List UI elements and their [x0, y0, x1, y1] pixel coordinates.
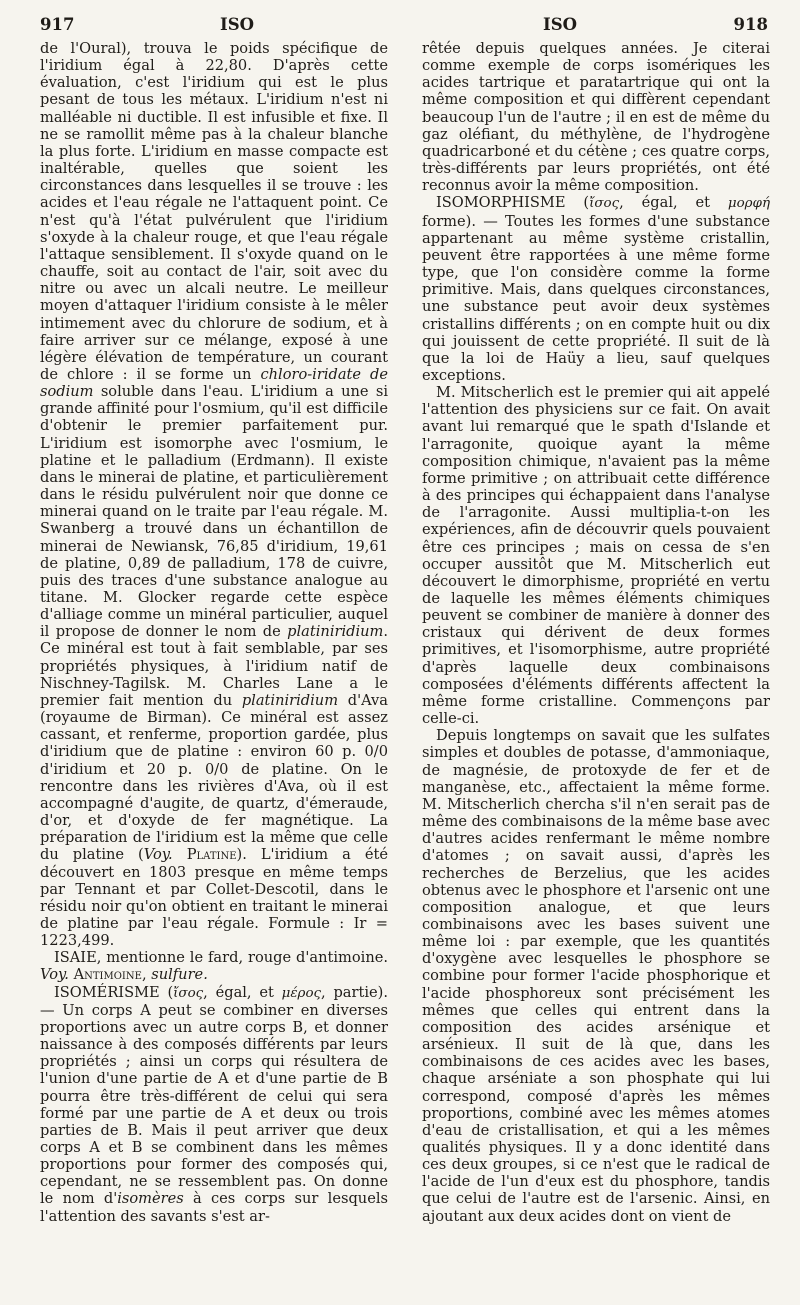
right-column	[422, 40, 770, 1225]
iridium-text-part: soluble dans l'eau. L'iridium a une si grande affinité pour l'osmium, qu'il est difficile d'obtenir le premier parfaitement pur. L'iridium est isomorphe avec l'osmium, le platine et le palladium (Erdmann). Il existe dans le minerai de platine, et particulièrement dans le résidu pulvérulent noir que donne ce minerai quand on le traite par l'eau régale. M. Swanberg a trouvé dans un échantillon de minerai de Newiansk, 76,85 d'iridium, 19,61 de platine, 0,89 de palladium, 178 de cuivre, puis des traces d'une substance analogue au titane. M. Glocker regarde cette espèce d'alliage comme un minéral particulier, auquel il propose de donner le nom de	[40, 383, 388, 641]
greek-word: ἴσος	[589, 196, 620, 212]
iridium-text-part: de l'Oural), trouva le poids spécifique de l'iridium égal à 22,80. D'après cette évaluation, c'est l'iridium qui est le plus pesant de tous les métaux. L'iridium n'est ni malléable ni ductible. Il est infusible et fixe. Il ne se ramollit même pas à la chaleur blanche la plus forte. L'iridium en masse compacte est inaltérable, quelles que soient les circonstances dans lesquelles il se trouve : les acides et l'eau régale ne l'attaquent point. Ce n'est qu'à l'état pulvérulent que l'iridium s'oxyde à la chaleur rouge, et que l'eau régale l'attaque sensiblement. Il s'oxyde quand on le chauffe, soit au contact de l'air, soit avec du nitre ou avec un alcali neutre. Le meilleur moyen d'attaquer l'iridium consiste à le mêler intimement avec du chlorure de sodium, et à faire arriver sur ce mélange, exposé à une légère élévation de température, un courant de chlore : il se forme un	[40, 40, 388, 383]
isaie-entry	[40, 949, 388, 983]
left-column	[40, 40, 388, 1225]
sulfates-paragraph: Depuis longtemps on savait que les sulfates simples et doubles de potasse, d'ammoniaque, de magnésie, de protoxyde de fer et de manganèse, etc., affectaient la même forme. M. Mitscherlich chercha s'il n'en serait pas de même des combinaisons de la même base avec d'autres acides renfermant le même nombre d'atomes ; on savait aussi, d'après les recherches de Berzelius, que les acides obtenus avec le phosphore et l'arsenic ont une composition analogue, et que leurs combinaisons avec les bases suivent une même loi : par exemple, que les quantités d'oxygène avec lesquelles le phosphore se combine pour former l'acide phosphorique et l'acide phosphoreux sont précisément les mêmes que celles qui entrent dans la composition des acides arsénique et arsénieux. Il suit de là que, dans les combinaisons de ces acides avec les bases, chaque arséniate a son phosphate qui lui correspond, composé d'après les mêmes proportions, combiné avec les mêmes atomes d'eau de cristallisation, et qui a les mêmes qualités physiques. Il y a donc identité dans ces deux groupes, si ce n'est que le radical de l'acide de l'un d'eux est du phosphore, tandis que celui de l'autre est de l'arsenic. Ainsi, en ajoutant aux deux acides dont on vient de	[422, 727, 770, 1225]
cross-ref-platine: Platine	[186, 846, 237, 864]
term-chloro-iridate: chloro-iridate de sodium	[40, 365, 389, 401]
isomerisme-text: à ces corps sur lesquels l'attention des savants s'est ar-	[40, 1190, 388, 1225]
separator: ,	[141, 966, 147, 984]
left-page-number: 917	[40, 15, 75, 34]
greek-word: ἴσος	[173, 985, 204, 1001]
etymology-text: , égal, et	[203, 983, 282, 1001]
isomerisme-continuation: rêtée depuis quelques années. Je citerai comme exemple de corps isomériques les acides tartrique et paratartrique qui ont la même composition et qui diffèrent cependant beaucoup l'un de l'autre ; il en est de même du gaz oléfiant, du méthylène, de l'hydrogène quadricarboné et du cétène ; ces quatre corps, très-différents par leurs propriétés, ont été reconnus avoir la même composition.	[422, 40, 770, 195]
term-platiniridium: platiniridium	[287, 623, 384, 641]
isaie-text: ISAIE, mentionne le fard, rouge d'antimoine.	[54, 949, 388, 967]
entry-headword: ISOMÉRISME (	[54, 983, 174, 1001]
term-isomeres: isomères	[117, 1190, 184, 1208]
etymology-text: , égal, et	[619, 194, 728, 212]
left-running-word: ISO	[220, 15, 255, 34]
greek-word: μέρος	[281, 985, 322, 1001]
cross-ref-antimoine: Antimoine	[73, 966, 142, 984]
iridium-paragraph	[40, 40, 388, 949]
iridium-text-part: d'Ava (royaume de Birman). Ce minéral est assez cassant, et renferme, proportion gardée, plus d'iridium que de platine : environ 60 p. 0/0 d'iridium et 20 p. 0/0 de platine. On le rencontre dans les rivières d'Ava, où il est accompagné d'augite, de quartz, d'émeraude, d'or, et d'oxyde de fer magnétique. La préparation de l'iridium est la même que celle du platine (	[40, 691, 388, 864]
term-platiniridium: platiniridium	[241, 691, 339, 709]
right-running-word: ISO	[543, 15, 578, 34]
mitscherlich-paragraph: M. Mitscherlich est le premier qui ait appelé l'attention des physiciens sur ce fait. On avait avant lui remarqué que le spath d'Islande et l'arragonite, quoique ayant la même composition chimique, n'avaient pas la même forme primitive ; on attribuait cette différence à des principes qui échappaient dans l'analyse de l'arragonite. Aussi multiplia-t-on les expériences, afin de découvrir quels pouvaient être ces principes ; mais on cessa de s'en occuper aussitôt que M. Mitscherlich eut découvert le dimorphisme, propriété en vertu de laquelle les mêmes éléments chimiques peuvent se combiner de manière à donner des cristaux qui dérivent de deux formes primitives, et l'isomorphisme, autre propriété d'après laquelle deux combinaisons composées d'éléments différents affectent la même forme cristalline. Commençons par celle-ci.	[422, 384, 770, 728]
cross-ref-sulfure: sulfure.	[151, 966, 208, 984]
iridium-text-part: . Ce minéral est tout à fait semblable, par ses propriétés physiques, à l'iridium natif de Nischney-Tagilsk. M. Charles Lane a le premier fait mention du	[40, 623, 389, 709]
isomorphisme-text: forme). — Toutes les formes d'une substance appartenant au même système cristallin, peuvent être rapportées à une même forme type, que l'on considère comme la forme primitive. Mais, dans quelques circonstances, une substance peut avoir deux systèmes cristallins différents ; on en compte huit ou dix qui jouissent de cette propriété. Il suit de là que la loi de Haüy a lieu, sauf quelques exceptions.	[422, 212, 770, 384]
isomerisme-entry	[40, 984, 388, 1225]
iridium-text-part: ). L'iridium a été découvert en 1803 presque en même temps par Tennant et par Collet-Descotil, dans le résidu noir qu'on obtient en traitant le minerai de platine par l'eau régale. Formule : Ir = 1223,499.	[40, 846, 388, 950]
running-header	[40, 12, 768, 38]
cross-ref-voy: Voy.	[143, 846, 173, 864]
entry-headword: ISOMORPHISME (	[436, 194, 590, 212]
cross-ref-voy: Voy.	[40, 966, 69, 984]
greek-word: μορφή	[727, 196, 770, 212]
isomorphisme-entry	[422, 194, 770, 384]
isomerisme-text: , partie). — Un corps A peut se combiner en diverses proportions avec un autre corps B, et donner naissance à des composés différents par leurs propriétés ; ainsi un corps qui résultera de l'union d'une partie de A et d'une partie de B pourra être très-différent de celui qui sera formé par une partie de A et deux ou trois parties de B. Mais il peut arriver que deux corps A et B se combinent dans les mêmes proportions pour former des composés qui, cependant, ne se ressemblent pas. On donne le nom d'	[40, 983, 388, 1208]
right-page-number: 918	[733, 15, 768, 34]
